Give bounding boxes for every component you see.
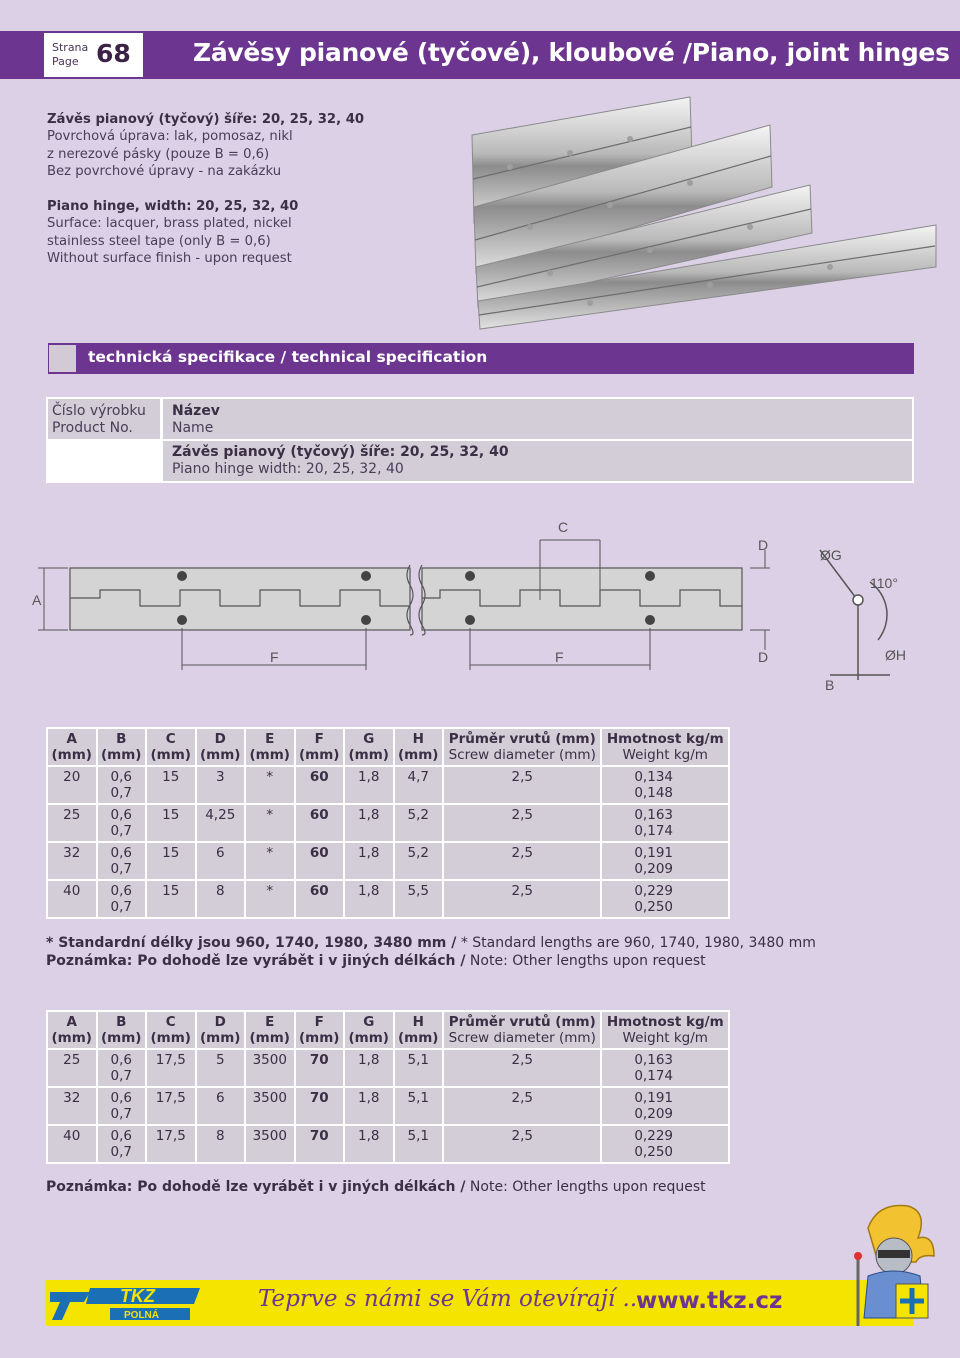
footer-slogan: Teprve s námi se Vám otevírají ... (258, 1286, 645, 1312)
col-f-header: F (mm) (295, 1011, 345, 1049)
product-no-label-cz: Číslo výrobku (52, 403, 146, 419)
cell-b-value-1: 0,6 (110, 883, 132, 899)
intro-en-line2: stainless steel tape (only B = 0,6) (47, 233, 271, 249)
cell-b-value-2: 0,7 (110, 899, 132, 915)
cell-a: 32 (47, 1087, 97, 1125)
cell-weight-value-2: 0,250 (634, 899, 673, 915)
col-h-header: H (mm) (394, 1011, 444, 1049)
cell-b (97, 1125, 147, 1163)
intro-cz-heading: Závěs pianový (tyčový) šíře: 20, 25, 32, 40 (47, 112, 365, 127)
cell-h: 5,1 (394, 1125, 444, 1163)
cell-weight-value-2: 0,250 (634, 1144, 673, 1160)
col-e-header: E (mm) (245, 728, 295, 766)
cell-d: 8 (196, 880, 246, 918)
dim-f-label-2: F (555, 649, 564, 665)
cell-weight-value-1: 0,163 (634, 1052, 673, 1068)
cell-g: 1,8 (344, 842, 394, 880)
remark-1-cz: Poznámka: Po dohodě lze vyrábět i v jiných délkách / (46, 953, 466, 969)
cell-g: 1,8 (344, 1049, 394, 1087)
cell-weight (601, 766, 729, 804)
remark-2-cz: Poznámka: Po dohodě lze vyrábět i v jiných délkách / (46, 1179, 466, 1195)
cell-weight (601, 842, 729, 880)
cell-weight (601, 1087, 729, 1125)
remark-1-en: Note: Other lengths upon request (469, 953, 706, 969)
col-weight-header: Hmotnost kg/m Weight kg/m (601, 1011, 729, 1049)
table-row (47, 880, 729, 918)
cell-screw: 2,5 (443, 880, 601, 918)
name-value-cz: Závěs pianový (tyčový) šíře: 20, 25, 32, 40 (172, 444, 509, 460)
cell-a: 20 (47, 766, 97, 804)
dim-h-label: ØH (885, 647, 906, 663)
cell-weight (601, 1049, 729, 1087)
dim-g-label: ØG (820, 547, 842, 563)
spec-table-1-body (47, 766, 729, 918)
cell-d: 3 (196, 766, 246, 804)
table-row (47, 804, 729, 842)
cell-d: 6 (196, 1087, 246, 1125)
cell-screw: 2,5 (443, 842, 601, 880)
cell-screw: 2,5 (443, 1125, 601, 1163)
cell-screw: 2,5 (443, 766, 601, 804)
logo-subtext: POLNÁ (124, 1310, 159, 1321)
cell-c: 15 (146, 880, 196, 918)
cell-h: 5,2 (394, 842, 444, 880)
dim-b-label: B (825, 677, 835, 693)
cell-h: 5,1 (394, 1049, 444, 1087)
table-row (47, 766, 729, 804)
cell-h: 5,1 (394, 1087, 444, 1125)
hinge-side-view (820, 550, 890, 680)
cell-a: 25 (47, 1049, 97, 1087)
cell-screw: 2,5 (443, 804, 601, 842)
cell-weight-value-2: 0,209 (634, 861, 673, 877)
col-c-header: C (mm) (146, 1011, 196, 1049)
cell-b (97, 842, 147, 880)
table-row (47, 842, 729, 880)
cell-weight (601, 1125, 729, 1163)
cell-g: 1,8 (344, 880, 394, 918)
cell-c: 15 (146, 766, 196, 804)
cell-e: * (245, 842, 295, 880)
spec-table-2-body (47, 1049, 729, 1163)
cell-e: * (245, 804, 295, 842)
cell-b-value-2: 0,7 (110, 1144, 132, 1160)
cell-weight-value-1: 0,134 (634, 769, 673, 785)
cell-f: 60 (295, 804, 345, 842)
cell-g: 1,8 (344, 804, 394, 842)
col-b-header: B (mm) (97, 1011, 147, 1049)
hinge-front-view (70, 568, 742, 630)
dim-c-label: C (558, 519, 569, 535)
spec-bar-label: technická specifikace / technical specification (88, 348, 488, 366)
cell-weight-value-1: 0,191 (634, 1090, 673, 1106)
cell-b (97, 1087, 147, 1125)
cell-b-value-1: 0,6 (110, 1090, 132, 1106)
intro-en-line3: Without surface finish - upon request (47, 251, 292, 267)
cell-b-value-2: 0,7 (110, 1106, 132, 1122)
dim-angle-label: 110° (870, 575, 898, 591)
cell-b (97, 804, 147, 842)
cell-d: 6 (196, 842, 246, 880)
col-screw-header: Průměr vrutů (mm) Screw diameter (mm) (443, 728, 601, 766)
cell-weight (601, 880, 729, 918)
name-label-cz: Název (172, 403, 220, 419)
intro-en-heading: Piano hinge, width: 20, 25, 32, 40 (47, 199, 299, 214)
col-d-header: D (mm) (196, 728, 246, 766)
col-a-header: A (mm) (47, 1011, 97, 1049)
lengths-remark-2 (46, 1179, 706, 1195)
dim-d-label-1: D (758, 537, 769, 553)
cell-a: 40 (47, 1125, 97, 1163)
cell-weight-value-2: 0,174 (634, 823, 673, 839)
cell-e: 3500 (245, 1125, 295, 1163)
cell-c: 15 (146, 842, 196, 880)
table-header-row (47, 1011, 729, 1049)
cell-c: 17,5 (146, 1087, 196, 1125)
cell-weight-value-1: 0,163 (634, 807, 673, 823)
col-f-header: F (mm) (295, 728, 345, 766)
col-c-header: C (mm) (146, 728, 196, 766)
cell-e: 3500 (245, 1087, 295, 1125)
product-no-header (52, 403, 146, 437)
cell-b (97, 766, 147, 804)
cell-b-value-2: 0,7 (110, 785, 132, 801)
cell-c: 17,5 (146, 1049, 196, 1087)
cell-d: 8 (196, 1125, 246, 1163)
product-table (46, 397, 914, 483)
cell-screw: 2,5 (443, 1087, 601, 1125)
cell-b-value-2: 0,7 (110, 823, 132, 839)
cell-e: * (245, 880, 295, 918)
col-g-header: G (mm) (344, 1011, 394, 1049)
cell-a: 25 (47, 804, 97, 842)
col-screw-header: Průměr vrutů (mm) Screw diameter (mm) (443, 1011, 601, 1049)
cell-screw: 2,5 (443, 1049, 601, 1087)
name-value (172, 444, 509, 478)
table-row (47, 1125, 729, 1163)
cell-weight-value-1: 0,229 (634, 883, 673, 899)
cell-d: 5 (196, 1049, 246, 1087)
col-b-header: B (mm) (97, 728, 147, 766)
page-title: Závěsy pianové (tyčové), kloubové /Piano, joint hinges (193, 38, 950, 67)
page-label-en: Page (52, 55, 79, 68)
cell-c: 15 (146, 804, 196, 842)
page-label-cz: Strana (52, 41, 89, 54)
cell-b-value-1: 0,6 (110, 769, 132, 785)
spec-table-2 (46, 1010, 730, 1164)
cell-weight-value-2: 0,148 (634, 785, 673, 801)
std-note-en: * Standard lengths are 960, 1740, 1980, 3480 mm (460, 935, 816, 951)
col-g-header: G (mm) (344, 728, 394, 766)
cell-b-value-2: 0,7 (110, 861, 132, 877)
dim-f-label-1: F (270, 649, 279, 665)
cell-g: 1,8 (344, 1087, 394, 1125)
cell-d: 4,25 (196, 804, 246, 842)
name-header (172, 403, 220, 437)
cell-a: 40 (47, 880, 97, 918)
cell-b-value-1: 0,6 (110, 807, 132, 823)
name-header-cell (163, 399, 912, 439)
cell-weight-value-1: 0,229 (634, 1128, 673, 1144)
col-d-header: D (mm) (196, 1011, 246, 1049)
intro-cz (47, 111, 364, 181)
remark-2-en: Note: Other lengths upon request (469, 1179, 706, 1195)
table-row (47, 1049, 729, 1087)
cell-c: 17,5 (146, 1125, 196, 1163)
logo-text: TKZ (120, 1286, 155, 1306)
cell-g: 1,8 (344, 766, 394, 804)
cell-f: 60 (295, 766, 345, 804)
cell-b-value-2: 0,7 (110, 1068, 132, 1084)
technical-drawing (30, 510, 930, 700)
cell-h: 5,5 (394, 880, 444, 918)
name-value-en: Piano hinge width: 20, 25, 32, 40 (172, 461, 404, 477)
lengths-remark-1 (46, 953, 706, 969)
cell-b-value-1: 0,6 (110, 1052, 132, 1068)
dim-d-label-2: D (758, 649, 769, 665)
page-number-box (44, 33, 143, 77)
cell-f: 60 (295, 880, 345, 918)
std-note-cz: * Standardní délky jsou 960, 1740, 1980, 3480 mm / (46, 935, 457, 951)
intro-cz-line2: z nerezové pásky (pouze B = 0,6) (47, 146, 270, 162)
hinge-photo (470, 95, 940, 330)
tkz-logo (50, 1284, 202, 1324)
cell-b-value-1: 0,6 (110, 1128, 132, 1144)
name-label-en: Name (172, 420, 214, 436)
cell-f: 60 (295, 842, 345, 880)
cell-f: 70 (295, 1087, 345, 1125)
intro-en (47, 198, 298, 268)
col-e-header: E (mm) (245, 1011, 295, 1049)
cell-weight-value-2: 0,209 (634, 1106, 673, 1122)
standard-lengths-note (46, 935, 816, 951)
col-a-header: A (mm) (47, 728, 97, 766)
cell-b (97, 880, 147, 918)
cell-h: 4,7 (394, 766, 444, 804)
cell-b (97, 1049, 147, 1087)
product-no-label-en: Product No. (52, 420, 133, 436)
footer-url[interactable]: www.tkz.cz (636, 1288, 783, 1314)
cell-g: 1,8 (344, 1125, 394, 1163)
col-weight-header: Hmotnost kg/m Weight kg/m (601, 728, 729, 766)
table-header-row (47, 728, 729, 766)
page-number: 68 (96, 39, 131, 68)
cell-e: * (245, 766, 295, 804)
cell-b-value-1: 0,6 (110, 845, 132, 861)
cell-weight (601, 804, 729, 842)
cell-e: 3500 (245, 1049, 295, 1087)
cell-h: 5,2 (394, 804, 444, 842)
cell-weight-value-2: 0,174 (634, 1068, 673, 1084)
spec-bar-square (49, 345, 76, 372)
intro-cz-line1: Povrchová úprava: lak, pomosaz, nikl (47, 129, 293, 145)
knight-mascot (838, 1198, 948, 1330)
cell-f: 70 (295, 1049, 345, 1087)
spec-table-1 (46, 727, 730, 919)
cell-weight-value-1: 0,191 (634, 845, 673, 861)
intro-cz-line3: Bez povrchové úpravy - na zakázku (47, 164, 282, 180)
intro-en-line1: Surface: lacquer, brass plated, nickel (47, 216, 292, 232)
dim-a-label: A (32, 592, 42, 608)
cell-f: 70 (295, 1125, 345, 1163)
col-h-header: H (mm) (394, 728, 444, 766)
cell-a: 32 (47, 842, 97, 880)
table-row (47, 1087, 729, 1125)
